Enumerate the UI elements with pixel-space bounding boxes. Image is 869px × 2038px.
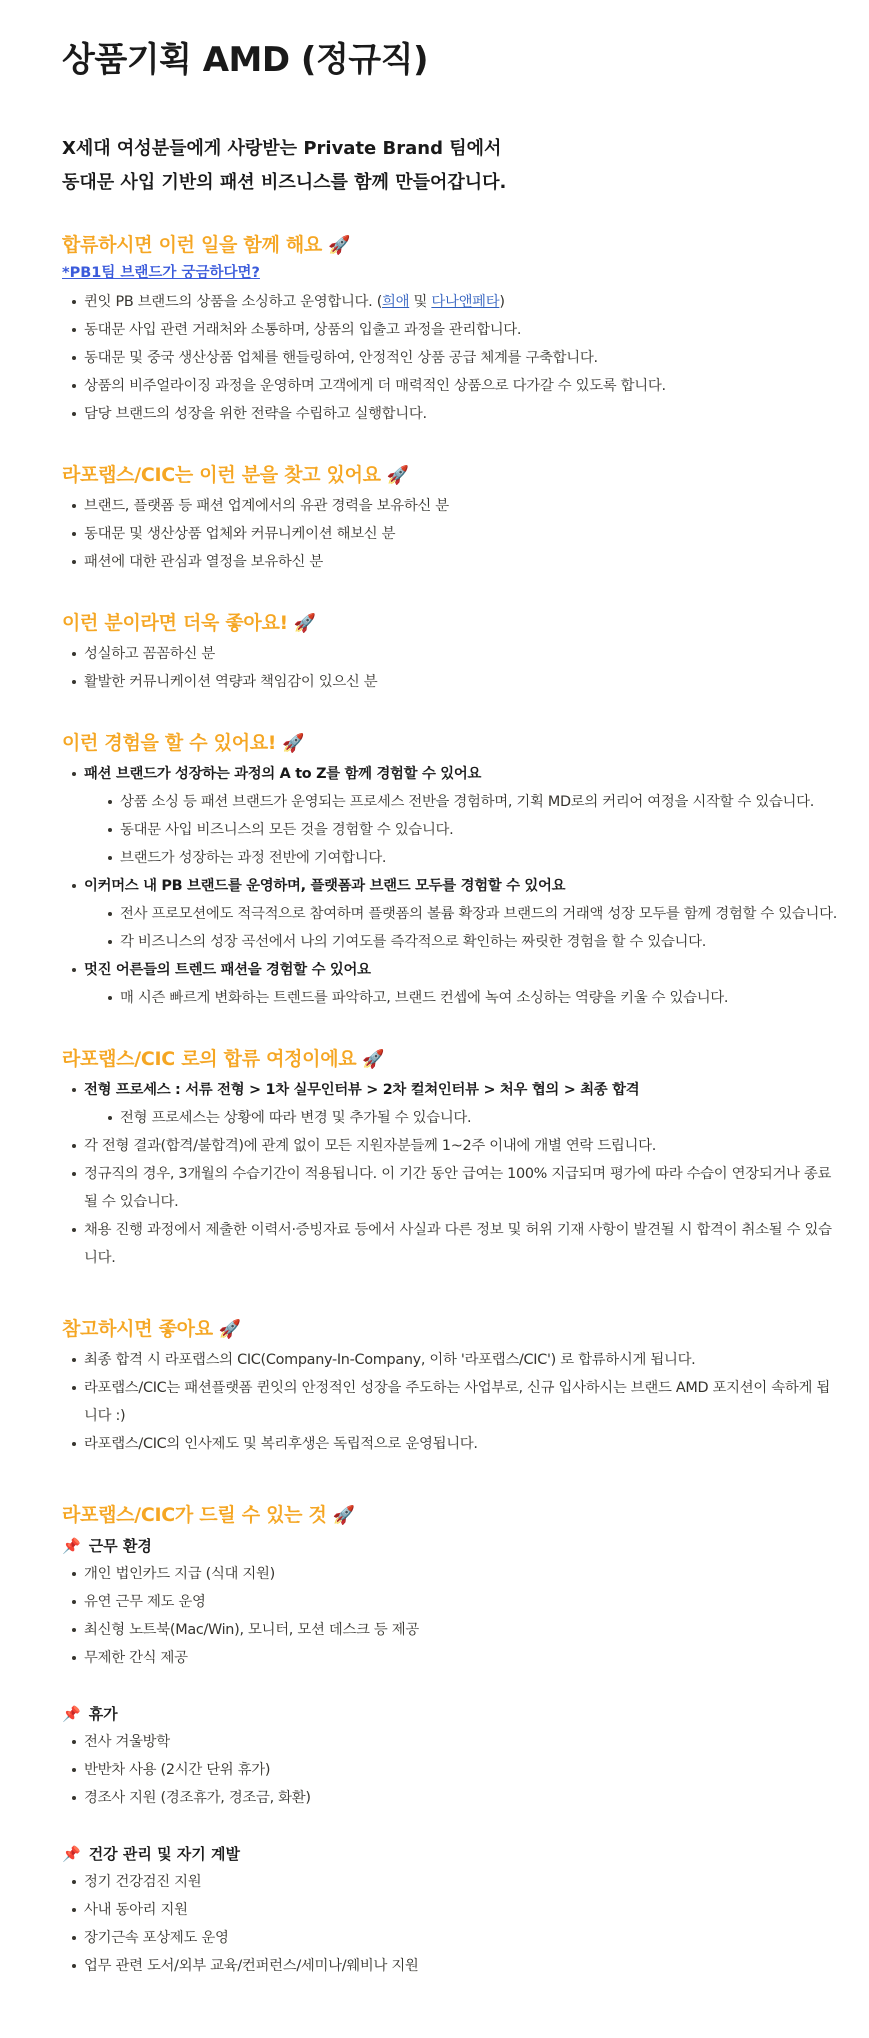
list-item: 개인 법인카드 지급 (식대 지원) xyxy=(62,1560,839,1588)
sub-list xyxy=(62,788,839,872)
list-item: 담당 브랜드의 성장을 위한 전략을 수립하고 실행합니다. xyxy=(62,400,839,428)
sub-list-wrap xyxy=(62,900,839,956)
list-item: 최종 합격 시 라포랩스의 CIC(Company-In-Company, 이하 '라포랩스/CIC') 로 합류하시게 됩니다. xyxy=(62,1346,839,1374)
page-title: 상품기획 AMD (정규직) xyxy=(62,40,429,80)
section-title-text: 라포랩스/CIC가 드릴 수 있는 것 xyxy=(62,1504,327,1526)
pin-icon: 📌 xyxy=(62,1537,81,1555)
section-plus xyxy=(62,608,839,696)
process-heading: 전형 프로세스 : 서류 전형 > 1차 실무인터뷰 > 2차 컬쳐인터뷰 > 처우 협의 > 최종 합격 xyxy=(62,1076,839,1104)
intro-line: X세대 여성분들에게 사랑받는 Private Brand 팀에서 xyxy=(62,138,502,159)
section-title xyxy=(62,1044,839,1074)
sub-list xyxy=(62,900,839,956)
sub-list-wrap xyxy=(62,788,839,872)
section-note xyxy=(62,1314,839,1458)
intro xyxy=(62,132,839,200)
list-item: 각 전형 결과(합격/불합격)에 관계 없이 모든 지원자분들께 1~2주 이내에 개별 연락 드립니다. xyxy=(62,1132,839,1160)
benefit-list xyxy=(62,1560,839,1672)
section-title xyxy=(62,728,839,758)
list-item: 패션에 대한 관심과 열정을 보유하신 분 xyxy=(62,548,839,576)
list-item: 무제한 간식 제공 xyxy=(62,1644,839,1672)
list-item: 사내 동아리 지원 xyxy=(62,1896,839,1924)
section-title xyxy=(62,460,839,490)
rocket-icon: 🚀 xyxy=(218,1319,241,1340)
list-item: 라포랩스/CIC는 패션플랫폼 퀸잇의 안정적인 성장을 주도하는 사업부로, 신규 입사하시는 브랜드 AMD 포지션이 속하게 됩니다 :) xyxy=(62,1374,839,1430)
section-title xyxy=(62,1314,839,1344)
list-item: 매 시즌 빠르게 변화하는 트렌드를 파악하고, 브랜드 컨셉에 녹여 소싱하는 역량을 키울 수 있습니다. xyxy=(62,984,839,1012)
section-seek xyxy=(62,460,839,576)
list-item: 최신형 노트북(Mac/Win), 모니터, 모션 데스크 등 제공 xyxy=(62,1616,839,1644)
list-item xyxy=(62,288,839,316)
rocket-icon: 🚀 xyxy=(282,733,305,754)
pb1-brand-link[interactable]: *PB1팀 브랜드가 궁금하다면? xyxy=(62,265,260,281)
journey-list xyxy=(62,1076,839,1272)
list-item: 성실하고 꼼꼼하신 분 xyxy=(62,640,839,668)
sub-list xyxy=(62,1104,839,1132)
rocket-icon: 🚀 xyxy=(293,613,317,634)
brand-link-danapeta[interactable]: 다나앤페타 xyxy=(431,294,500,310)
section-journey xyxy=(62,1044,839,1272)
list-item: 각 비즈니스의 성장 곡선에서 나의 기여도를 즉각적으로 확인하는 짜릿한 경험을 할 수 있습니다. xyxy=(62,928,839,956)
section-title xyxy=(62,230,839,260)
list-item: 상품의 비주얼라이징 과정을 운영하며 고객에게 더 매력적인 상품으로 다가갈 수 있도록 합니다. xyxy=(62,372,839,400)
benefit-group-title-text: 건강 관리 및 자기 계발 xyxy=(88,1845,240,1863)
list-item: 동대문 및 중국 생산상품 업체를 핸들링하여, 안정적인 상품 공급 체계를 구축합니다. xyxy=(62,344,839,372)
rocket-icon: 🚀 xyxy=(362,1049,385,1070)
section-title-text: 라포랩스/CIC 로의 합류 여정이에요 xyxy=(62,1048,357,1070)
list-item-heading: 이커머스 내 PB 브랜드를 운영하며, 플랫폼과 브랜드 모두를 경험할 수 있어요 xyxy=(62,872,839,900)
rocket-icon: 🚀 xyxy=(332,1505,355,1526)
benefit-group-vacation xyxy=(62,1700,839,1812)
rocket-icon: 🚀 xyxy=(327,235,351,256)
list-item: 장기근속 포상제도 운영 xyxy=(62,1924,839,1952)
benefit-group-title xyxy=(62,1840,839,1868)
list-item: 동대문 사입 비즈니스의 모든 것을 경험할 수 있습니다. xyxy=(62,816,839,844)
text: 퀸잇 PB 브랜드의 상품을 소싱하고 운영합니다. ( xyxy=(84,294,383,310)
list-item: 브랜드, 플랫폼 등 패션 업계에서의 유관 경력을 보유하신 분 xyxy=(62,492,839,520)
sub-list-wrap xyxy=(62,1104,839,1132)
text: 및 xyxy=(409,294,432,310)
list-item: 전사 겨울방학 xyxy=(62,1728,839,1756)
plus-list xyxy=(62,640,839,696)
list-item: 브랜드가 성장하는 과정 전반에 기여합니다. xyxy=(62,844,839,872)
benefit-group-title xyxy=(62,1700,839,1728)
section-work xyxy=(62,230,839,428)
benefit-list xyxy=(62,1728,839,1812)
benefit-group-health xyxy=(62,1840,839,1980)
list-item-heading: 패션 브랜드가 성장하는 과정의 A to Z를 함께 경험할 수 있어요 xyxy=(62,760,839,788)
benefit-group-work-env xyxy=(62,1532,839,1672)
brand-link-heeae[interactable]: 희애 xyxy=(382,294,410,310)
section-benefits xyxy=(62,1500,839,1980)
pin-icon: 📌 xyxy=(62,1705,81,1723)
benefit-list xyxy=(62,1868,839,1980)
list-item: 업무 관련 도서/외부 교육/컨퍼런스/세미나/웨비나 지원 xyxy=(62,1952,839,1980)
list-item: 동대문 사입 관련 거래처와 소통하며, 상품의 입출고 과정을 관리합니다. xyxy=(62,316,839,344)
list-item: 라포랩스/CIC의 인사제도 및 복리후생은 독립적으로 운영됩니다. xyxy=(62,1430,839,1458)
section-title-text: 이런 경험을 할 수 있어요! xyxy=(62,732,277,754)
benefit-group-title-text: 근무 환경 xyxy=(88,1537,152,1555)
work-list xyxy=(62,288,839,428)
section-title-text: 합류하시면 이런 일을 함께 해요 xyxy=(62,234,322,256)
list-item-heading: 멋진 어른들의 트렌드 패션을 경험할 수 있어요 xyxy=(62,956,839,984)
list-item: 경조사 지원 (경조휴가, 경조금, 화환) xyxy=(62,1784,839,1812)
experience-list xyxy=(62,760,839,1012)
section-title xyxy=(62,608,839,638)
list-item: 동대문 및 생산상품 업체와 커뮤니케이션 해보신 분 xyxy=(62,520,839,548)
benefit-group-title-text: 휴가 xyxy=(88,1705,118,1723)
intro-line: 동대문 사입 기반의 패션 비즈니스를 함께 만들어갑니다. xyxy=(62,172,507,193)
pin-icon: 📌 xyxy=(62,1845,81,1863)
list-item: 유연 근무 제도 운영 xyxy=(62,1588,839,1616)
rocket-icon: 🚀 xyxy=(386,465,409,486)
section-title xyxy=(62,1500,839,1530)
list-item: 채용 진행 과정에서 제출한 이력서·증빙자료 등에서 사실과 다른 정보 및 허위 기재 사항이 발견될 시 합격이 취소될 수 있습니다. xyxy=(62,1216,839,1272)
benefit-group-title xyxy=(62,1532,839,1560)
list-item: 활발한 커뮤니케이션 역량과 책임감이 있으신 분 xyxy=(62,668,839,696)
list-item: 전형 프로세스는 상황에 따라 변경 및 추가될 수 있습니다. xyxy=(62,1104,839,1132)
sub-list xyxy=(62,984,839,1012)
list-item: 반반차 사용 (2시간 단위 휴가) xyxy=(62,1756,839,1784)
list-item: 전사 프로모션에도 적극적으로 참여하며 플랫폼의 볼륨 확장과 브랜드의 거래액 성장 모두를 함께 경험할 수 있습니다. xyxy=(62,900,839,928)
sub-list-wrap xyxy=(62,984,839,1012)
text: ) xyxy=(499,294,505,310)
list-item: 정규직의 경우, 3개월의 수습기간이 적용됩니다. 이 기간 동안 급여는 100% 지급되며 평가에 따라 수습이 연장되거나 종료될 수 있습니다. xyxy=(62,1160,839,1216)
list-item: 상품 소싱 등 패션 브랜드가 운영되는 프로세스 전반을 경험하며, 기획 MD로의 커리어 여정을 시작할 수 있습니다. xyxy=(62,788,839,816)
section-title-text: 라포랩스/CIC는 이런 분을 찾고 있어요 xyxy=(62,464,381,486)
section-title-text: 참고하시면 좋아요 xyxy=(62,1318,213,1340)
section-title-text: 이런 분이라면 더욱 좋아요! xyxy=(62,612,288,634)
list-item: 정기 건강검진 지원 xyxy=(62,1868,839,1896)
note-list xyxy=(62,1346,839,1458)
seek-list xyxy=(62,492,839,576)
section-experience xyxy=(62,728,839,1012)
